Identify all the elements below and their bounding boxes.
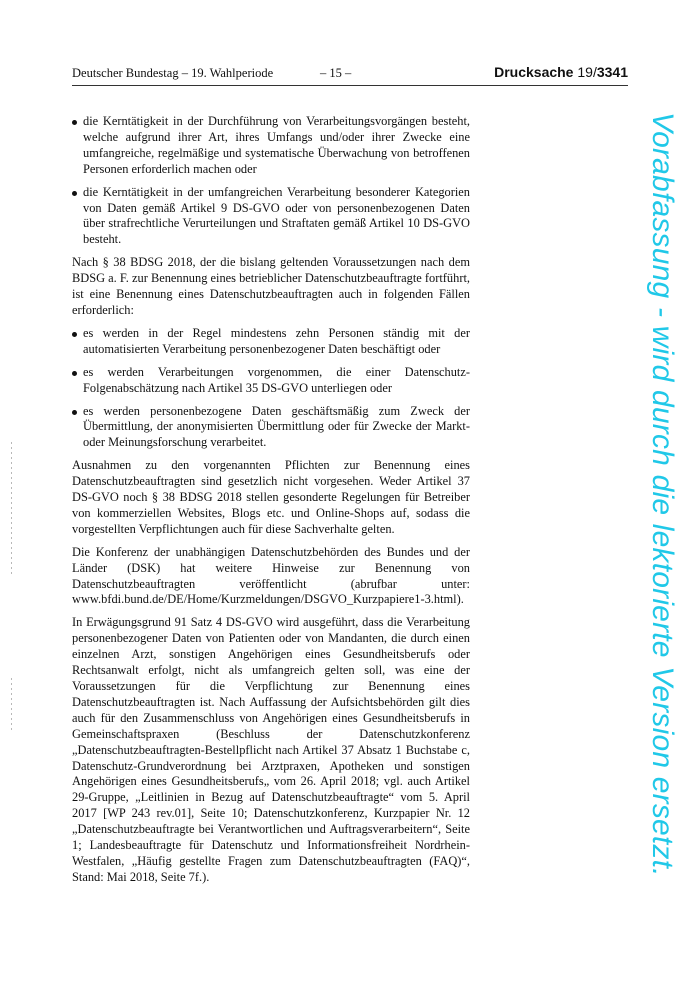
bullet-list-bottom (72, 326, 470, 451)
document-body (72, 114, 470, 893)
list-item: die Kerntätigkeit in der Durchführung von Verarbeitungsvorgängen besteht, welche aufgrund ihrer Art, ihres Umfangs und/oder ihrer Zwecke eine umfangreiche, regelmäßige und systematische Überwachung von betroffenen Personen erforderlich machen oder (72, 114, 470, 178)
draft-watermark: Vorabfassung - wird durch die lektorierte Version ersetzt. (646, 112, 679, 877)
list-item: es werden Verarbeitungen vorgenommen, die einer Datenschutz-Folgenabschätzung nach Artikel 35 DS-GVO unterliegen oder (72, 365, 470, 397)
list-item: die Kerntätigkeit in der umfangreichen Verarbeitung besonderer Kategorien von Daten gemäß Artikel 9 DS-GVO oder von personenbezogenen Daten über strafrechtliche Verurteilungen und Straftaten gemäß Artikel 10 DS-GVO besteht. (72, 185, 470, 249)
margin-mark (11, 442, 12, 574)
document-number-bold: 3341 (596, 64, 628, 80)
list-item: es werden in der Regel mindestens zehn Personen ständig mit der automatisierten Verarbeitung personenbezogener Daten beschäftigt oder (72, 326, 470, 358)
list-item: es werden personenbezogene Daten geschäftsmäßig zum Zweck der Übermittlung, der anonymisierten Übermittlung oder für Zwecke der Markt- oder Meinungsforschung verarbeitet. (72, 404, 470, 452)
header-divider (72, 85, 628, 86)
parliament-period-label: Deutscher Bundestag – 19. Wahlperiode (72, 66, 274, 80)
document-number (494, 64, 628, 80)
bullet-list-top (72, 114, 470, 248)
page-number: – 15 – (320, 66, 352, 80)
page-header (72, 66, 628, 86)
paragraph: In Erwägungsgrund 91 Satz 4 DS-GVO wird ausgeführt, dass die Verarbeitung personenbezogener Daten von Patienten oder von Mandanten, die durch einen einzelnen Arzt, sonstigen Angehörigen eines Gesundheitsberufs oder Rechtsanwalt erfolgt, nicht als umfangreich gelten soll, was eine der Voraussetzungen für die Verpflichtung zur Benennung eines Datenschutzbeauftragten ist. Nach Auffassung der Aufsichtsbehörden gilt dies auch für den Zusammenschluss von Angehörigen eines Gesundheitsberufs in Gemeinschaftspraxen (Beschluss der Datenschutzkonferenz „Datenschutzbeauftragten-Bestellpflicht nach Artikel 37 Absatz 1 Buchstabe c, Datenschutz-Grundverordnung bei Arztpraxen, Apotheken und sonstigen Angehörigen eines Gesundheitsberufs„ vom 26. April 2018; vgl. auch Artikel 29-Gruppe, „Leitlinien in Bezug auf Datenschutzbeauftragte“ vom 5. April 2017 [WP 243 rev.01], Seite 10; Datenschutzkonferenz, Kurzpapier Nr. 12 „Datenschutzbeauftragte bei Verantwortlichen und Auftragsverarbeitern“, Seite 1; Landesbeauftragte für Datenschutz und Informationsfreiheit Nordrhein-Westfalen, „Häufig gestellte Fragen zum Datenschutzbeauftragten (FAQ)“, Stand: Mai 2018, Seite 7f.). (72, 615, 470, 884)
document-number-prefix: Drucksache (494, 64, 574, 80)
document-number-light: 19/ (577, 64, 597, 80)
paragraph: Nach § 38 BDSG 2018, der die bislang geltenden Voraussetzungen nach dem BDSG a. F. zur Benennung eines betrieblicher Datenschutzbeauftragte fortführt, ist eine Benennung eines Datenschutzbeauftragten auch in folgenden Fällen erforderlich: (72, 255, 470, 317)
paragraph: Ausnahmen zu den vorgenannten Pflichten zur Benennung eines Datenschutzbeauftragten sind gesetzlich nicht vorgesehen. Weder Artikel 37 DS-GVO noch § 38 BDSG 2018 stellen gesonderte Regelungen für Betreiber von kommerziellen Websites, Blogs etc. und Online-Shops auf, sodass die vorgestellten Verpflichtungen auch für diese Sachverhalte gelten. (72, 458, 470, 536)
paragraph: Die Konferenz der unabhängigen Datenschutzbehörden des Bundes und der Länder (DSK) hat weitere Hinweise zur Benennung von Datenschutzbeauftragten veröffentlicht (abrufbar unter: www.bfdi.bund.de/DE/Home/Kurzmeldungen/DSGVO_Kurzpapiere1-3.html). (72, 544, 470, 607)
margin-mark (11, 678, 12, 730)
